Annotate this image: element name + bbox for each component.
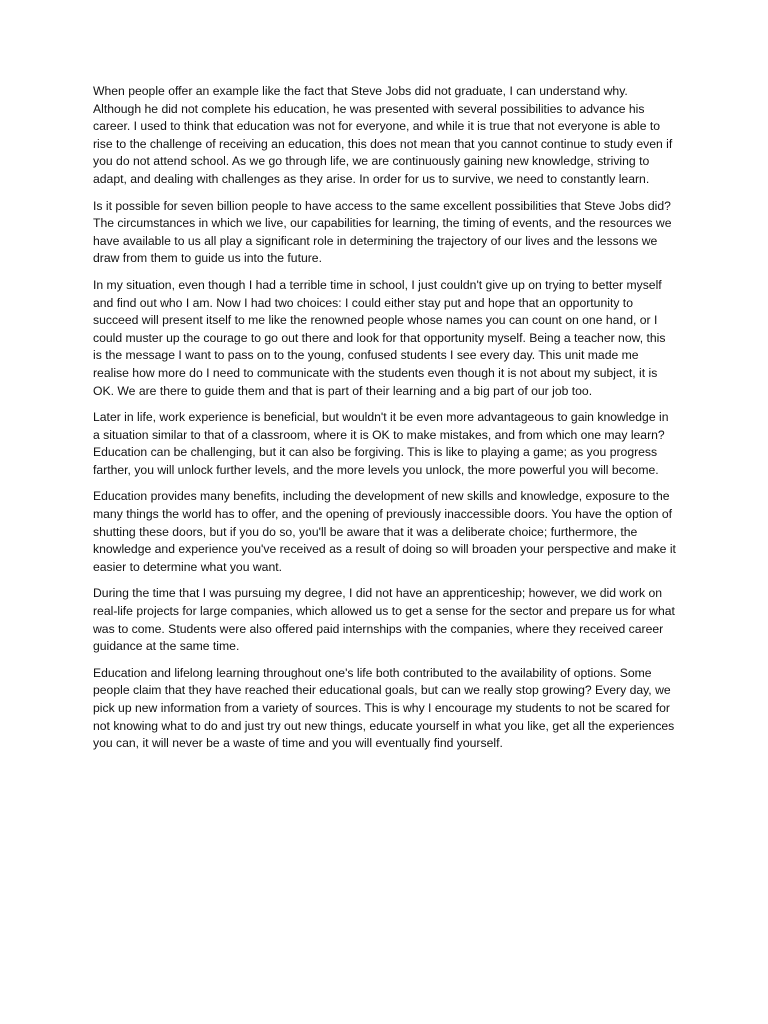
paragraph-5: Education provides many benefits, including the development of new skills and knowledge, exposure to the many things the world has to offer, and the opening of previously inaccessible doors. You have the option of shutting these doors, but if you do so, you'll be aware that it was a deliberate choice; furthermore, the knowledge and experience you've received as a result of doing so will broaden your perspective and make it easier to determine what you want.: [93, 489, 676, 574]
paragraph-4: Later in life, work experience is beneficial, but wouldn't it be even more advantageous to gain knowledge in a situation similar to that of a classroom, where it is OK to make mistakes, and from which one may learn? Education can be challenging, but it can also be forgiving. This is like to playing a game; as you progress farther, you will unlock further levels, and the more levels you unlock, the more powerful you will become.: [93, 410, 669, 477]
paragraph-2: Is it possible for seven billion people to have access to the same excellent possibilities that Steve Jobs did? The circumstances in which we live, our capabilities for learning, the timing of events, and the resources we have available to us all play a significant role in determining the trajectory of our lives and the lessons we draw from them to guide us into the future.: [93, 198, 672, 266]
paragraph-1: When people offer an example like the fact that Steve Jobs did not graduate, I can understand why. Although he did not complete his education, he was presented with several possibilities to advance his career. I used to think that education was not for everyone, and while it is true that not everyone is able to rise to the challenge of receiving an education, this does not mean that you cannot continue to study even if you do not attend school. As we go through life, we are continuously gaining new knowledge, striving to adapt, and dealing with challenges as they arise. In order for us to survive, we need to constantly learn.: [93, 84, 673, 186]
paragraph-6: During the time that I was pursuing my degree, I did not have an apprenticeship; however, we did work on real-life projects for large companies, which allowed us to get a sense for the sector and prepare us for what was to come. Students were also offered paid internships with the companies, where they received career guidance at the same time.: [93, 586, 675, 654]
paragraph-3: In my situation, even though I had a terrible time in school, I just couldn't give up on trying to better myself and find out who I am. Now I had two choices: I could either stay put and hope that an opportunity to succeed will present itself to me like the renowned people whose names you can count on one hand, or I could muster up the courage to go out there and look for that opportunity myself. Being a teacher now, this is the message I want to pass on to the young, confused students I see every day. This unit made me realise how more do I need to communicate with the students even though it is not about my subject, it is OK. We are there to guide them and that is part of their learning and a big part of our job too.: [93, 277, 666, 398]
paragraph-7: Education and lifelong learning throughout one's life both contributed to the availability of options. Some people claim that they have reached their educational goals, but can we really stop growing? Every day, we pick up new information from a variety of sources. This is why I encourage my students to not be scared for not knowing what to do and just try out new things, educate yourself in what you like, get all the experiences you can, it will never be a waste of time and you will eventually find yourself.: [93, 665, 675, 751]
document-body: [93, 83, 676, 753]
